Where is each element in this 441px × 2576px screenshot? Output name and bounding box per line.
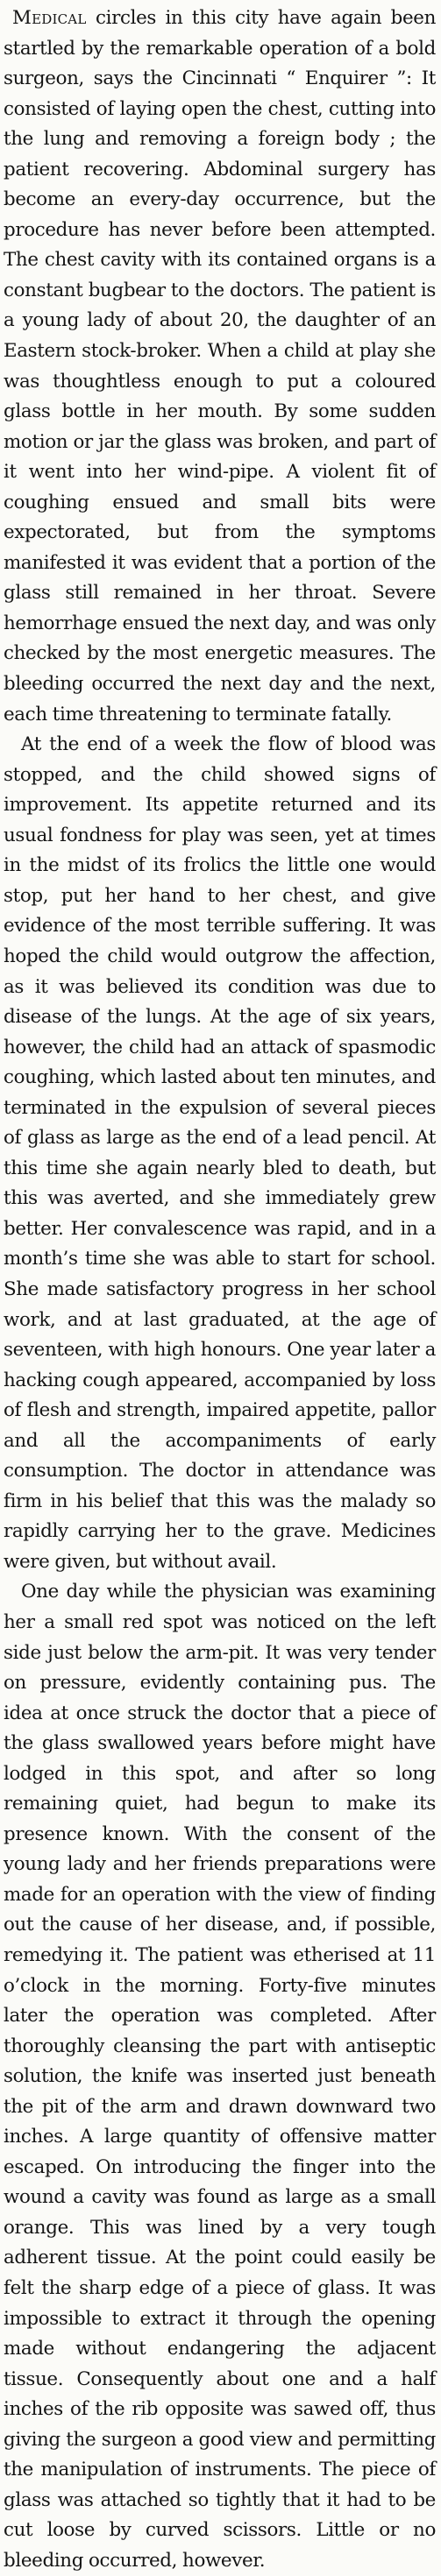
lead-word: Medical [12,7,87,29]
article-paragraph-1 [4,4,436,730]
article-body [4,4,436,2576]
article-paragraph-3: One day while the physician was examining her a small red spot was noticed on the left side just below the arm-pit. It was very tender on pressure, evidently containing pus. The idea at once struck the doctor that a piece of the glass swallowed years before might have lodged in this spot, and after so long remaining quiet, had begun to make its presence known. With the consent of the young lady and her friends preparations were made for an operation with the view of finding out the cause of her disease, and, if possible, remedying it. The patient was etherised at 11 o’clock in the morning. Forty-five minutes later the operation was completed. After thoroughly cleansing the part with antiseptic solution, the knife was inserted just beneath the pit of the arm and drawn downward two inches. A large quantity of offensive matter escaped. On introducing the finger into the wound a cavity was found as large as a small orange. This was lined by a very tough adherent tissue. At the point could easily be felt the sharp edge of a piece of glass. It was impossible to extract it through the opening made without endangering the adjacent tissue. Consequently about one and a half inches of the rib opposite was sawed off, thus giving the surgeon a good view and permitting the manipulation of instruments. The piece of glass was attached so tightly that it had to be cut loose by curved scissors. Little or no bleeding occurred, however. [4,1581,436,2572]
article-paragraph-2: At the end of a week the flow of blood was stopped, and the child showed signs of improvement. Its appetite returned and its usual fondness for play was seen, yet at times in the midst of its frolics the little one would stop, put her hand to her chest, and give evidence of the most terrible suffering. It was hoped the child would outgrow the affection, as it was believed its condition was due to disease of the lungs. At the age of six years, however, the child had an attack of spasmodic coughing, which lasted about ten minutes, and terminated in the expulsion of several pieces of glass as large as the end of a lead pencil. At this time she again nearly bled to death, but this was averted, and she immediately grew better. Her convalescence was rapid, and in a month’s time she was able to start for school. She made satisfactory progress in her school work, and at last graduated, at the age of seventeen, with high honours. One year later a hacking cough appeared, accompanied by loss of flesh and strength, impaired appetite, pallor and all the accompaniments of early consumption. The doctor in attendance was firm in his belief that this was the malady so rapidly carrying her to the grave. Medicines were given, but without avail. [4,733,436,1573]
paragraph-1-text: circles in this city have again been startled by the remarkable operation of a bold surgeon, says the Cincinnati “ Enquirer ”: It consisted of laying open the chest, cutting into the lung and removing a foreign body ; the patient recovering. Abdominal surgery has become an every-day occurrence, but the procedure has never before been attempted. The chest cavity with its contained organs is a constant bugbear to the doctors. The patient is a young lady of about 20, the daughter of an Eastern stock-broker. When a child at play she was thoughtless enough to put a coloured glass bottle in her mouth. By some sudden motion or jar the glass was broken, and part of it went into her wind-pipe. A violent fit of coughing ensued and small bits were expectorated, but from the symptoms manifested it was evident that a portion of the glass still remained in her throat. Severe hemorrhage ensued the next day, and was only checked by the most energetic measures. The bleeding occurred the next day and the next, each time threatening to terminate fatally. [4,7,436,725]
